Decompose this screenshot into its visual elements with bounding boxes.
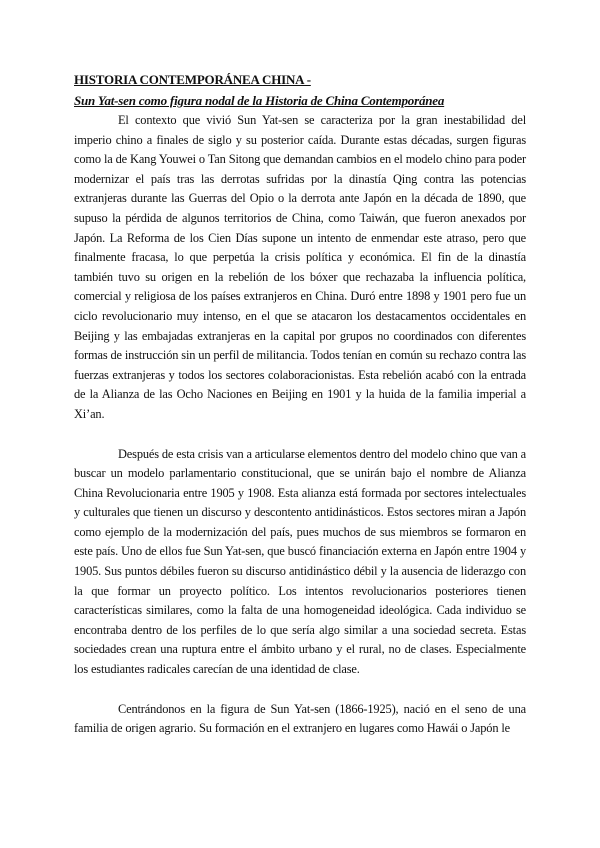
paragraph-sun-yat-sen-biography: Centrándonos en la figura de Sun Yat-sen (1866-1925), nació en el seno de una familia de origen agrario. Su formación en el extranjero en lugares como Hawái o Japón le [74, 701, 526, 736]
document-title: HISTORIA CONTEMPORÁNEA CHINA - [74, 72, 311, 87]
document-subtitle: Sun Yat-sen como figura nodal de la Historia de China Contemporánea [74, 93, 445, 108]
paragraph-context: El contexto que vivió Sun Yat-sen se caracteriza por la gran inestabilidad del imperio chino a finales de siglo y su posterior caída. Durante estas décadas, surgen figuras como la de Kang Youwei o Tan Sitong que demandan cambios en el modelo chino para poder modernizar el país tras las derrotas sufridas por la dinastía Qing contra las potencias extranjeras durante las Guerras del Opio o la derrota ante Japón en la década de 1890, que supuso la pérdida de algunos territorios de China, como Taiwán, que fueron anexados por Japón. La Reforma de los Cien Días supone un intento de enmendar este atraso, pero que finalmente fracasa, lo que perpetúa la crisis política y económica. El fin de la dinastía también tuvo su origen en la rebelión de los bóxer que rechazaba la influencia política, comercial y religiosa de los países extranjeros en China. Duró entre 1898 y 1901 pero fue un ciclo revolucionario muy intenso, en el que se atacaron los destacamentos occidentales en Beijing y las embajadas extranjeras en la capital por grupos no coordinados con diferentes formas de instrucción sin un perfil de militancia. Todos tenían en común su rechazo contra las fuerzas extranjeras y todos los sectores colaboracionistas. Esta rebelión acabó con la entrada de la Alianza de las Ocho Naciones en Beijing en 1901 y la huida de la familia imperial a Xi’an. [74, 113, 526, 421]
paragraph-revolutionary-alliance: Después de esta crisis van a articularse elementos dentro del modelo chino que van a buscar un modelo parlamentario constitucional, que se unirán bajo el nombre de Alianza China Revolucionaria entre 1905 y 1908. Esta alianza está formada por sectores intelectuales y culturales que tienen un discurso y descontento antidinásticos. Estos sectores miran a Japón como ejemplo de la modernización del país, pues muchos de sus miembros se formaron en este país. Uno de ellos fue Sun Yat-sen, que buscó financiación externa en Japón entre 1904 y 1905. Sus puntos débiles fueron su discurso antidinástico débil y la ausencia de liderazgo con la que formar un proyecto político. Los intentos revolucionarios posteriores tienen características similares, como la falta de una homogeneidad ideológica. Cada individuo se encontraba dentro de los perfiles de lo que sería algo similar a una sociedad secreta. Estas sociedades crean una ruptura entre el ámbito urbano y el rural, no de clases. Especialmente los estudiantes radicales carecían de una identidad de clase. [74, 446, 526, 677]
document-page [74, 70, 526, 739]
